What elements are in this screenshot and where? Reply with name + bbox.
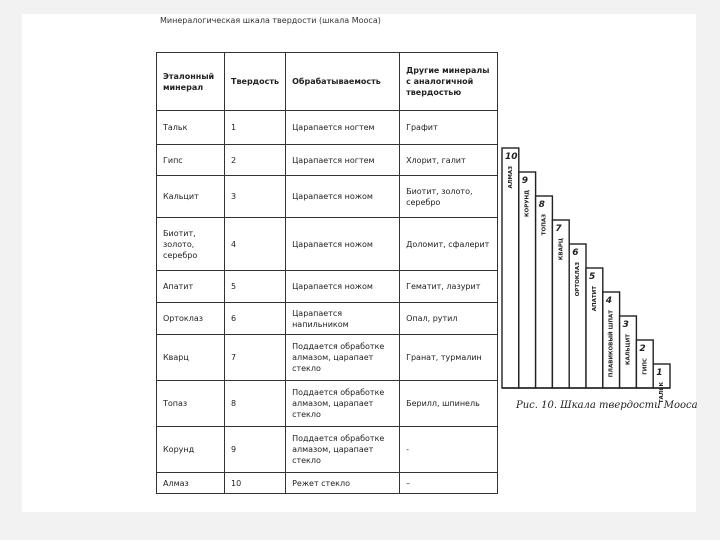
cell-hardness: 4 bbox=[225, 218, 286, 271]
scale-mineral-name: АПАТИТ bbox=[591, 286, 598, 312]
scale-value-label: 9 bbox=[521, 176, 529, 186]
cell-other-minerals: Доломит, сфалерит bbox=[400, 218, 498, 271]
table-row bbox=[157, 271, 498, 303]
cell-other-minerals: Опал, рутил bbox=[400, 303, 498, 335]
cell-hardness: 1 bbox=[225, 111, 286, 145]
mohs-scale-figure bbox=[496, 132, 686, 422]
cell-mineral: Биотит, золото, серебро bbox=[157, 218, 225, 271]
table-row bbox=[157, 218, 498, 271]
cell-mineral: Корунд bbox=[157, 427, 225, 473]
scale-mineral-name: КАЛЬЦИТ bbox=[625, 334, 632, 365]
cell-workability: Режет стекло bbox=[286, 473, 400, 494]
cell-hardness: 3 bbox=[225, 176, 286, 218]
scale-value-label: 5 bbox=[589, 272, 596, 282]
cell-mineral: Гипс bbox=[157, 145, 225, 176]
scale-value-label: 1 bbox=[656, 368, 663, 378]
scale-value-label: 6 bbox=[572, 248, 579, 258]
scale-mineral-name: ТАЛЬК bbox=[659, 382, 666, 404]
figure-caption: Рис. 10. Шкала твердости Мооса bbox=[516, 400, 698, 411]
table-row bbox=[157, 145, 498, 176]
cell-workability: Царапается ногтем bbox=[286, 145, 400, 176]
scale-mineral-name: КОРУНД bbox=[524, 190, 531, 217]
cell-workability: Поддается обработке алмазом, царапает стекло bbox=[286, 335, 400, 381]
cell-mineral: Кварц bbox=[157, 335, 225, 381]
cell-mineral: Алмаз bbox=[157, 473, 225, 494]
cell-hardness: 9 bbox=[225, 427, 286, 473]
cell-other-minerals: - bbox=[400, 427, 498, 473]
cell-mineral: Апатит bbox=[157, 271, 225, 303]
table-row bbox=[157, 427, 498, 473]
scale-value-label: 4 bbox=[605, 296, 613, 306]
hardness-table bbox=[156, 52, 498, 494]
scale-value-label: 3 bbox=[622, 320, 629, 330]
table-row bbox=[157, 381, 498, 427]
cell-hardness: 2 bbox=[225, 145, 286, 176]
cell-other-minerals: Гранат, турмалин bbox=[400, 335, 498, 381]
cell-other-minerals: – bbox=[400, 473, 498, 494]
cell-workability: Поддается обработке алмазом, царапает стекло bbox=[286, 381, 400, 427]
scale-value-label: 10 bbox=[505, 152, 518, 162]
scale-mineral-name: ОРТОКЛАЗ bbox=[575, 262, 582, 297]
cell-workability: Царапается ножом bbox=[286, 176, 400, 218]
header-workability: Обрабатываемость bbox=[286, 53, 400, 111]
header-mineral: Эталонный минерал bbox=[157, 53, 225, 111]
cell-mineral: Топаз bbox=[157, 381, 225, 427]
header-other-minerals: Другие минералы с аналогичной твердостью bbox=[400, 53, 498, 111]
table-row bbox=[157, 335, 498, 381]
scale-value-label: 7 bbox=[555, 224, 562, 234]
cell-workability: Поддается обработке алмазом, царапает стекло bbox=[286, 427, 400, 473]
table-row bbox=[157, 473, 498, 494]
cell-workability: Царапается ногтем bbox=[286, 111, 400, 145]
scale-mineral-name: ПЛАВИКОВЫЙ ШПАТ bbox=[608, 310, 615, 378]
table-header-row bbox=[157, 53, 498, 111]
scale-mineral-name: ТОПАЗ bbox=[541, 214, 548, 236]
cell-hardness: 5 bbox=[225, 271, 286, 303]
cell-hardness: 8 bbox=[225, 381, 286, 427]
cell-other-minerals: Графит bbox=[400, 111, 498, 145]
cell-other-minerals: Хлорит, галит bbox=[400, 145, 498, 176]
table-row bbox=[157, 111, 498, 145]
cell-mineral: Тальк bbox=[157, 111, 225, 145]
cell-workability: Царапается ножом bbox=[286, 218, 400, 271]
scale-mineral-name: АЛМАЗ bbox=[507, 166, 514, 189]
table-row bbox=[157, 176, 498, 218]
scale-mineral-name: КВАРЦ bbox=[558, 238, 565, 261]
cell-workability: Царапается напильником bbox=[286, 303, 400, 335]
scale-mineral-name: ГИПС bbox=[642, 358, 649, 375]
mohs-staircase-diagram bbox=[496, 132, 686, 404]
cell-mineral: Кальцит bbox=[157, 176, 225, 218]
cell-hardness: 7 bbox=[225, 335, 286, 381]
cell-workability: Царапается ножом bbox=[286, 271, 400, 303]
document-title: Минералогическая шкала твердости (шкала Мооса) bbox=[160, 16, 381, 25]
header-hardness: Твердость bbox=[225, 53, 286, 111]
cell-hardness: 6 bbox=[225, 303, 286, 335]
scale-value-label: 2 bbox=[639, 344, 646, 354]
cell-other-minerals: Гематит, лазурит bbox=[400, 271, 498, 303]
cell-hardness: 10 bbox=[225, 473, 286, 494]
table-row bbox=[157, 303, 498, 335]
cell-other-minerals: Берилл, шпинель bbox=[400, 381, 498, 427]
scale-value-label: 8 bbox=[538, 200, 545, 210]
cell-mineral: Ортоклаз bbox=[157, 303, 225, 335]
cell-other-minerals: Биотит, золото, серебро bbox=[400, 176, 498, 218]
